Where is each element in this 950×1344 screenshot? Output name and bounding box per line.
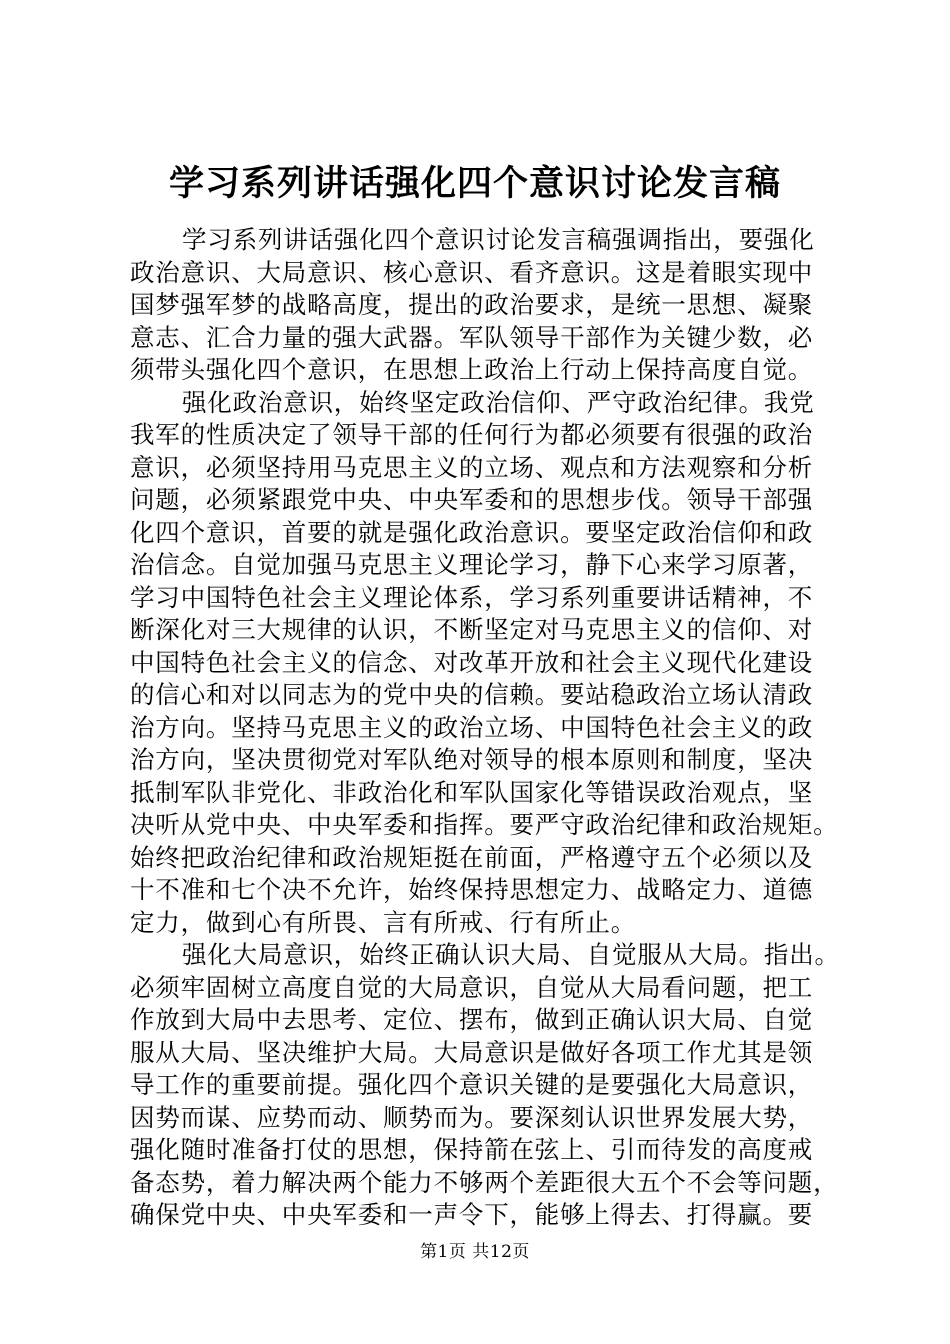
body-line: 治信念。自觉加强马克思主义理论学习，静下心来学习原著， xyxy=(130,550,814,579)
body-line: 决听从党中央、中央军委和指挥。要严守政治纪律和政治规矩。 xyxy=(130,810,839,839)
body-line: 始终把政治纪律和政治规矩挺在前面，严格遵守五个必须以及 xyxy=(130,842,814,872)
page-footer: 第1页 共12页 xyxy=(420,1242,530,1262)
body-line: 必须牢固树立高度自觉的大局意识，自觉从大局看问题，把工 xyxy=(130,972,814,1002)
document-title: 学习系列讲话强化四个意识讨论发言稿 xyxy=(168,163,781,204)
body-line: 意志、汇合力量的强大武器。军队领导干部作为关键少数，必 xyxy=(130,322,814,352)
body-line: 国梦强军梦的战略高度，提出的政治要求，是统一思想、凝聚 xyxy=(130,290,814,319)
body-line: 政治意识、大局意识、核心意识、看齐意识。这是着眼实现中 xyxy=(130,257,814,287)
body-line: 抵制军队非党化、非政治化和军队国家化等错误政治观点，坚 xyxy=(130,777,814,807)
body-line: 意识，必须坚持用马克思主义的立场、观点和方法观察和分析 xyxy=(130,452,814,482)
body-line: 学习中国特色社会主义理论体系，学习系列重要讲话精神，不 xyxy=(130,582,814,612)
body-line: 化四个意识，首要的就是强化政治意识。要坚定政治信仰和政 xyxy=(130,517,814,547)
body-line: 服从大局、坚决维护大局。大局意识是做好各项工作尤其是领 xyxy=(130,1037,814,1067)
body-line: 十不准和七个决不允许，始终保持思想定力、战略定力、道德 xyxy=(130,875,814,904)
body-line: 因势而谋、应势而动、顺势而为。要深刻认识世界发展大势， xyxy=(130,1102,814,1132)
body-line: 中国特色社会主义的信念、对改革开放和社会主义现代化建设 xyxy=(130,647,814,677)
body-line: 定力，做到心有所畏、言有所戒、行有所止。 xyxy=(130,907,636,937)
body-line: 确保党中央、中央军委和一声令下，能够上得去、打得赢。要 xyxy=(130,1200,814,1229)
body-line: 问题，必须紧跟党中央、中央军委和的思想步伐。领导干部强 xyxy=(130,485,814,514)
body-line: 的信心和对以同志为的党中央的信赖。要站稳政治立场认清政 xyxy=(130,680,814,709)
body-line: 导工作的重要前提。强化四个意识关键的是要强化大局意识， xyxy=(130,1070,814,1099)
document-body xyxy=(130,224,840,1232)
body-line: 作放到大局中去思考、定位、摆布，做到正确认识大局、自觉 xyxy=(130,1005,814,1034)
body-line: 强化大局意识，始终正确认识大局、自觉服从大局。指出。 xyxy=(182,940,840,969)
body-line: 强化随时准备打仗的思想，保持箭在弦上、引而待发的高度戒 xyxy=(130,1135,814,1164)
body-line: 治方向。坚持马克思主义的政治立场、中国特色社会主义的政 xyxy=(130,712,814,742)
body-line: 强化政治意识，始终坚定政治信仰、严守政治纪律。我党 xyxy=(182,387,815,417)
body-line: 断深化对三大规律的认识，不断坚定对马克思主义的信仰、对 xyxy=(130,615,814,644)
body-line: 备态势，着力解决两个能力不够两个差距很大五个不会等问题， xyxy=(130,1167,839,1197)
body-line: 治方向，坚决贯彻党对军队绝对领导的根本原则和制度，坚决 xyxy=(130,745,814,774)
body-line: 须带头强化四个意识，在思想上政治上行动上保持高度自觉。 xyxy=(130,355,814,384)
body-line: 学习系列讲话强化四个意识讨论发言稿强调指出，要强化 xyxy=(182,225,815,254)
body-line: 我军的性质决定了领导干部的任何行为都必须要有很强的政治 xyxy=(130,420,814,449)
